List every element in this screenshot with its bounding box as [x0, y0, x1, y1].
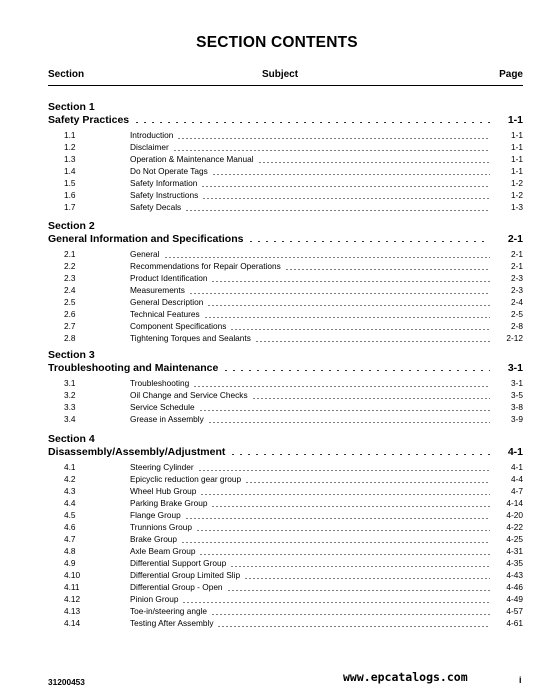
- dot-leader: [189, 293, 490, 294]
- item-subject: Trunnions Group: [130, 522, 192, 532]
- toc-row[interactable]: [48, 401, 523, 413]
- dot-leader: [212, 174, 490, 175]
- toc-row[interactable]: [48, 320, 523, 332]
- column-header-subject: Subject: [261, 69, 299, 80]
- item-subject: Recommendations for Repair Operations: [130, 261, 281, 271]
- item-subject: Steering Cylinder: [130, 462, 194, 472]
- header-rule: [48, 85, 523, 86]
- item-subject: Wheel Hub Group: [130, 486, 197, 496]
- toc-row[interactable]: [48, 557, 523, 569]
- dot-leader: [199, 554, 490, 555]
- dot-leader: [196, 530, 490, 531]
- item-number: 2.3: [64, 273, 76, 283]
- item-page: 1-1: [511, 130, 523, 140]
- item-page: 3-5: [511, 390, 523, 400]
- item-subject: Grease in Assembly: [130, 414, 204, 424]
- column-header-section: Section: [48, 69, 85, 80]
- item-page: 1-2: [511, 178, 523, 188]
- column-header-page: Page: [499, 69, 523, 80]
- item-page: 2-12: [506, 333, 523, 343]
- item-number: 2.2: [64, 261, 76, 271]
- item-number: 4.1: [64, 462, 76, 472]
- page-number: i: [519, 675, 522, 685]
- item-number: 1.4: [64, 166, 76, 176]
- dot-leader: [177, 138, 490, 139]
- page-title: SECTION CONTENTS: [196, 34, 358, 51]
- dot-leader: [217, 626, 490, 627]
- dot-leader: [207, 305, 490, 306]
- dot-leader: [255, 341, 490, 342]
- item-page: 2-5: [511, 309, 523, 319]
- item-number: 3.3: [64, 402, 76, 412]
- item-number: 1.2: [64, 142, 76, 152]
- item-number: 2.7: [64, 321, 76, 331]
- item-page: 4-4: [511, 474, 523, 484]
- item-subject: Safety Decals: [130, 202, 182, 212]
- item-subject: Product Identification: [130, 273, 208, 283]
- toc-row[interactable]: [48, 461, 523, 473]
- section-label: Section 2: [48, 220, 95, 232]
- section-title: General Information and Specifications: [48, 233, 244, 245]
- item-number: 4.6: [64, 522, 76, 532]
- dot-leader: [181, 542, 490, 543]
- item-subject: Component Specifications: [130, 321, 227, 331]
- toc-row[interactable]: [48, 581, 523, 593]
- item-number: 4.12: [64, 594, 81, 604]
- toc-row[interactable]: [48, 177, 523, 189]
- item-subject: Differential Group - Open: [130, 582, 223, 592]
- item-number: 1.5: [64, 178, 76, 188]
- dot-leader: [164, 257, 490, 258]
- toc-row[interactable]: [48, 593, 523, 605]
- section-label: Section 4: [48, 433, 95, 445]
- section-label: Section 1: [48, 101, 95, 113]
- toc-row[interactable]: [48, 617, 523, 629]
- item-page: 2-1: [511, 249, 523, 259]
- item-page: 2-4: [511, 297, 523, 307]
- item-subject: Service Schedule: [130, 402, 195, 412]
- item-number: 1.7: [64, 202, 76, 212]
- document-number: 31200453: [48, 677, 85, 687]
- dot-leader: [198, 470, 490, 471]
- item-number: 2.6: [64, 309, 76, 319]
- item-number: 4.7: [64, 534, 76, 544]
- section-title-row[interactable]: [48, 113, 523, 126]
- item-page: 4-7: [511, 486, 523, 496]
- dot-leader: [201, 186, 490, 187]
- item-subject: Differential Group Limited Slip: [130, 570, 241, 580]
- section-page: 3-1: [507, 362, 523, 374]
- toc-row[interactable]: [48, 201, 523, 213]
- dot-leader: [222, 370, 490, 371]
- toc-row[interactable]: [48, 389, 523, 401]
- item-subject: Axle Beam Group: [130, 546, 196, 556]
- item-number: 3.1: [64, 378, 76, 388]
- item-page: 1-1: [511, 154, 523, 164]
- item-page: 4-14: [506, 498, 523, 508]
- dot-leader: [185, 518, 490, 519]
- item-number: 2.1: [64, 249, 76, 259]
- item-subject: Oil Change and Service Checks: [130, 390, 248, 400]
- item-subject: General Description: [130, 297, 204, 307]
- item-page: 1-1: [511, 166, 523, 176]
- item-number: 2.8: [64, 333, 76, 343]
- item-number: 4.2: [64, 474, 76, 484]
- item-number: 4.4: [64, 498, 76, 508]
- section-title: Safety Practices: [48, 114, 130, 126]
- item-page: 4-20: [506, 510, 523, 520]
- dot-leader: [244, 578, 490, 579]
- item-number: 4.10: [64, 570, 81, 580]
- item-subject: Flange Group: [130, 510, 181, 520]
- item-page: 3-8: [511, 402, 523, 412]
- item-subject: Introduction: [130, 130, 174, 140]
- toc-row[interactable]: [48, 605, 523, 617]
- item-number: 2.5: [64, 297, 76, 307]
- item-page: 4-46: [506, 582, 523, 592]
- item-number: 4.14: [64, 618, 81, 628]
- item-number: 4.5: [64, 510, 76, 520]
- dot-leader: [230, 566, 490, 567]
- toc-row[interactable]: [48, 308, 523, 320]
- dot-leader: [208, 422, 490, 423]
- item-page: 2-1: [511, 261, 523, 271]
- item-subject: General: [130, 249, 160, 259]
- item-page: 1-1: [511, 142, 523, 152]
- dot-leader: [252, 398, 490, 399]
- toc-row[interactable]: [48, 165, 523, 177]
- section-page: 4-1: [507, 446, 523, 458]
- item-subject: Troubleshooting: [130, 378, 190, 388]
- section-page: 1-1: [507, 114, 523, 126]
- item-page: 4-43: [506, 570, 523, 580]
- item-number: 2.4: [64, 285, 76, 295]
- item-page: 1-2: [511, 190, 523, 200]
- item-page: 4-61: [506, 618, 523, 628]
- dot-leader: [182, 602, 490, 603]
- item-subject: Differential Support Group: [130, 558, 227, 568]
- item-number: 4.9: [64, 558, 76, 568]
- section-title-row[interactable]: [48, 232, 523, 245]
- toc-row[interactable]: [48, 545, 523, 557]
- section-title: Disassembly/Assembly/Adjustment: [48, 446, 226, 458]
- toc-row[interactable]: [48, 129, 523, 141]
- item-subject: Safety Instructions: [130, 190, 199, 200]
- item-page: 4-35: [506, 558, 523, 568]
- item-subject: Pinion Group: [130, 594, 179, 604]
- dot-leader: [247, 241, 490, 242]
- dot-leader: [211, 281, 490, 282]
- item-page: 1-3: [511, 202, 523, 212]
- toc-row[interactable]: [48, 569, 523, 581]
- dot-leader: [193, 386, 490, 387]
- toc-row[interactable]: [48, 473, 523, 485]
- section-title-row[interactable]: [48, 445, 523, 458]
- item-subject: Toe-in/steering angle: [130, 606, 208, 616]
- dot-leader: [200, 494, 490, 495]
- toc-row[interactable]: [48, 485, 523, 497]
- item-subject: Technical Features: [130, 309, 200, 319]
- item-subject: Tightening Torques and Sealants: [130, 333, 251, 343]
- item-number: 4.13: [64, 606, 81, 616]
- item-page: 2-3: [511, 273, 523, 283]
- toc-row[interactable]: [48, 413, 523, 425]
- item-page: 4-1: [511, 462, 523, 472]
- section-page: 2-1: [507, 233, 523, 245]
- item-number: 1.3: [64, 154, 76, 164]
- item-page: 2-8: [511, 321, 523, 331]
- item-number: 3.4: [64, 414, 76, 424]
- item-subject: Testing After Assembly: [130, 618, 214, 628]
- toc-row[interactable]: [48, 189, 523, 201]
- toc-row[interactable]: [48, 521, 523, 533]
- dot-leader: [204, 317, 490, 318]
- toc-row[interactable]: [48, 284, 523, 296]
- section-title: Troubleshooting and Maintenance: [48, 362, 219, 374]
- dot-leader: [199, 410, 490, 411]
- item-subject: Epicyclic reduction gear group: [130, 474, 242, 484]
- item-page: 4-31: [506, 546, 523, 556]
- dot-leader: [229, 454, 490, 455]
- dot-leader: [211, 506, 490, 507]
- item-page: 4-22: [506, 522, 523, 532]
- item-page: 4-57: [506, 606, 523, 616]
- item-page: 2-3: [511, 285, 523, 295]
- item-number: 4.8: [64, 546, 76, 556]
- item-subject: Safety Information: [130, 178, 198, 188]
- item-subject: Parking Brake Group: [130, 498, 208, 508]
- section-title-row[interactable]: [48, 361, 523, 374]
- dot-leader: [245, 482, 490, 483]
- dot-leader: [202, 198, 490, 199]
- toc-row[interactable]: [48, 153, 523, 165]
- item-page: 4-25: [506, 534, 523, 544]
- dot-leader: [285, 269, 490, 270]
- item-subject: Brake Group: [130, 534, 178, 544]
- dot-leader: [185, 210, 490, 211]
- toc-row[interactable]: [48, 296, 523, 308]
- item-number: 1.1: [64, 130, 76, 140]
- dot-leader: [173, 150, 490, 151]
- dot-leader: [258, 162, 490, 163]
- item-subject: Do Not Operate Tags: [130, 166, 208, 176]
- item-subject: Disclaimer: [130, 142, 169, 152]
- item-subject: Operation & Maintenance Manual: [130, 154, 254, 164]
- item-number: 4.3: [64, 486, 76, 496]
- toc-row[interactable]: [48, 332, 523, 344]
- section-label: Section 3: [48, 349, 95, 361]
- toc-row[interactable]: [48, 272, 523, 284]
- item-number: 4.11: [64, 582, 80, 592]
- dot-leader: [227, 590, 490, 591]
- item-page: 3-1: [511, 378, 523, 388]
- dot-leader: [230, 329, 490, 330]
- dot-leader: [211, 614, 490, 615]
- toc-row[interactable]: [48, 260, 523, 272]
- item-page: 4-49: [506, 594, 523, 604]
- toc-row[interactable]: [48, 141, 523, 153]
- item-number: 3.2: [64, 390, 76, 400]
- item-page: 3-9: [511, 414, 523, 424]
- toc-row[interactable]: [48, 509, 523, 521]
- toc-row[interactable]: [48, 533, 523, 545]
- dot-leader: [133, 122, 490, 123]
- toc-row[interactable]: [48, 248, 523, 260]
- toc-row[interactable]: [48, 377, 523, 389]
- watermark: www.epcatalogs.com: [343, 670, 468, 684]
- item-number: 1.6: [64, 190, 76, 200]
- item-subject: Measurements: [130, 285, 185, 295]
- toc-row[interactable]: [48, 497, 523, 509]
